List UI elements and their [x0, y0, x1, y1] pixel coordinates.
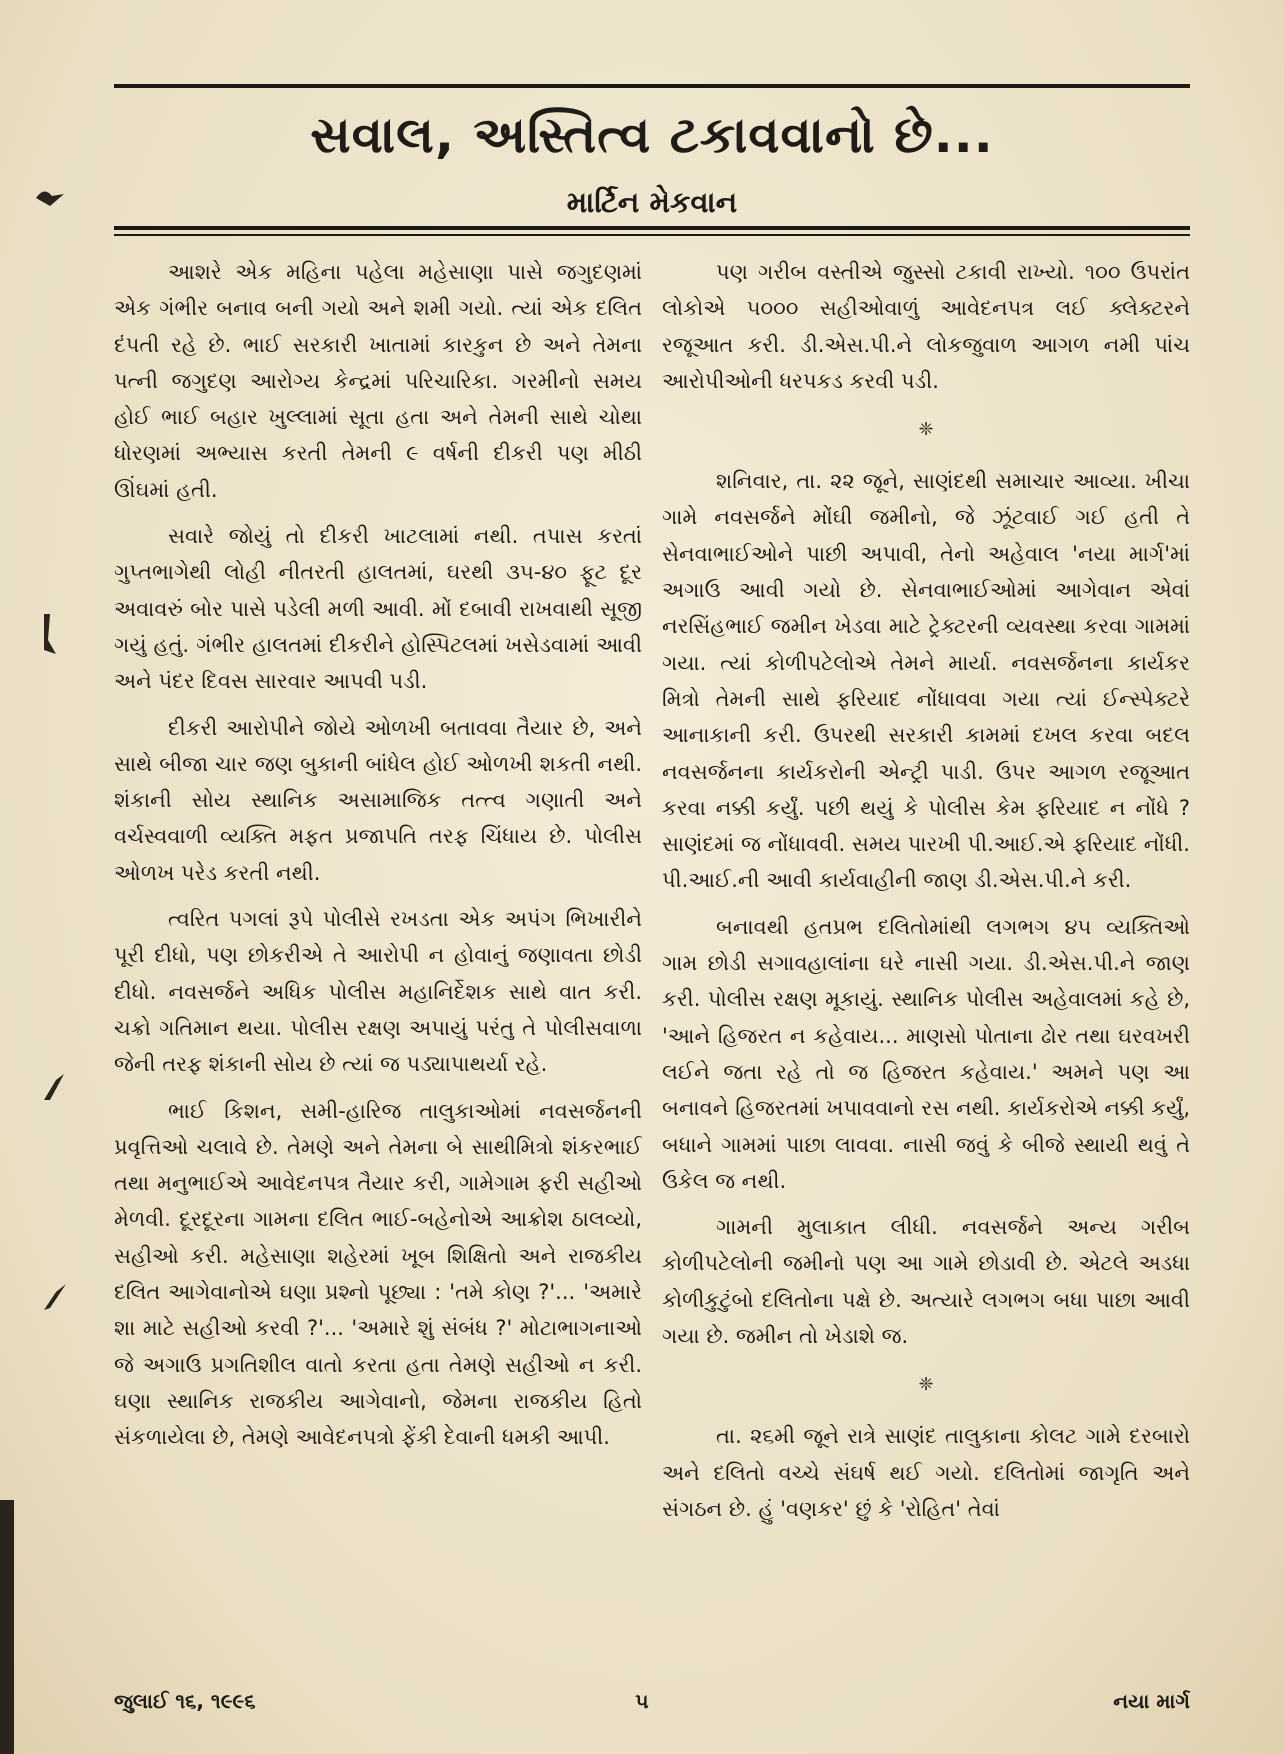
paragraph: બનાવથી હતપ્રભ દલિતોમાંથી લગભગ ૪૫ વ્યક્તિઓ ગામ છોડી સગાવહાલાંના ઘરે નાસી ગયા. ડી.એસ.પી.ને જાણ કરી. પોલીસ રક્ષણ મૂકાયું. સ્થાનિક પોલીસ અહેવાલમાં કહે છે, 'આને હિજરત ન કહેવાય... માણસો પોતાના ઢોર તથા ઘરવખરી લઈને જતા રહે તો જ હિજરત કહેવાય.' અમને પણ આ બનાવને હિજરતમાં ખપાવવાનો રસ નથી. કાર્યકરોએ નક્કી કર્યું, બધાને ગામમાં પાછા લાવવા. નાસી જવું કે બીજે સ્થાયી થવું તે ઉકેલ જ નથી.	[662, 914, 1190, 1193]
section-separator: ❈	[918, 419, 934, 441]
section-separator: ❈	[918, 1374, 934, 1396]
right-column	[662, 254, 1190, 1537]
paragraph: આશરે એક મહિના પહેલા મહેસાણા પાસે જગુદણમાં એક ગંભીર બનાવ બની ગયો અને શમી ગયો. ત્યાં એક દલિત દંપતી રહે છે. ભાઈ સરકારી ખાતામાં કારકુન છે અને તેમના પત્ની જગુદણ આરોગ્ય કેન્દ્રમાં પરિચારિકા. ગરમીનો સમય હોઈ ભાઈ બહાર ખુલ્લામાં સૂતા હતા અને તેમની સાથે ચોથા ધોરણમાં અભ્યાસ કરતી તેમની ૯ વર્ષની દીકરી પણ મીઠી ઊંઘમાં હતી.	[114, 260, 642, 502]
publication-name: નયા માર્ગ	[1113, 1689, 1190, 1713]
paragraph: તા. ૨૬મી જૂને રાત્રે સાણંદ તાલુકાના કોલટ ગામે દરબારો અને દલિતો વચ્ચે સંઘર્ષ થઈ ગયો. દલિતોમાં જાગૃતિ અને સંગઠન છે. હું 'વણકર' છું કે 'રોહિત' તેવાં	[662, 1424, 1190, 1521]
paragraph: ત્વરિત પગલાં રૂપે પોલીસે રખડતા એક અપંગ ભિખારીને પૂરી દીધો, પણ છોકરીએ તે આરોપી ન હોવાનું જણાવતા છોડી દીધો. નવસર્જને અધિક પોલીસ મહાનિર્દેશક સાથે વાત કરી. ચક્રો ગતિમાન થયા. પોલીસ રક્ષણ અપાયું પરંતુ તે પોલીસવાળા જેની તરફ શંકાની સોય છે ત્યાં જ પડ્યાપાથર્યા રહે.	[114, 907, 642, 1077]
issue-date: જુલાઈ ૧૬, ૧૯૯૬	[114, 1689, 256, 1713]
header-rule-thin	[114, 234, 1190, 236]
left-column	[114, 254, 642, 1466]
page-number: ૫	[635, 1689, 649, 1713]
paragraph: દીકરી આરોપીને જોયે ઓળખી બતાવવા તૈયાર છે, અને સાથે બીજા ચાર જણ બુકાની બાંધેલ હોઈ ઓળખી શકતી નથી. શંકાની સોય સ્થાનિક અસામાજિક તત્ત્વ ગણાતી અને વર્ચસ્વવાળી વ્યક્તિ મફત પ્રજાપતિ તરફ ચિંધાય છે. પોલીસ ઓળખ પરેડ કરતી નથી.	[114, 715, 642, 885]
margin-mark	[30, 184, 70, 214]
paragraph: ગામની મુલાકાત લીધી. નવસર્જને અન્ય ગરીબ કોળીપટેલોની જમીનો પણ આ ગામે છોડાવી છે. એટલે અડધા કોળીકુટુંબો દલિતોના પક્ષે છે. અત્યારે લગભગ બધા પાછા આવી ગયા છે. જમીન તો ખેડાશે જ.	[662, 1215, 1190, 1349]
paragraph: શનિવાર, તા. ૨૨ જૂને, સાણંદથી સમાચાર આવ્યા. ખીચા ગામે નવસર્જને મોંઘી જમીનો, જે ઝૂંટવાઈ ગઈ હતી તે સેનવાભાઈઓને પાછી અપાવી, તેનો અહેવાલ 'નયા માર્ગ'માં અગાઉ આવી ગયો છે. સેનવાભાઈઓમાં આગેવાન એવાં નરસિંહભાઈ જમીન ખેડવા માટે ટ્રેક્ટરની વ્યવસ્થા કરવા ગામમાં ગયા. ત્યાં કોળીપટેલોએ તેમને માર્યા. નવસર્જનના કાર્યકર મિત્રો તેમની સાથે ફરિયાદ નોંધાવવા ગયા ત્યાં ઈન્સ્પેક્ટરે આનાકાની કરી. ઉપરથી સરકારી કામમાં દખલ કરવા બદલ નવસર્જનના કાર્યકરોની એન્ટ્રી પાડી. ઉપર આગળ રજૂઆત કરવા નક્કી કર્યું. પછી થયું કે પોલીસ કેમ ફરિયાદ ન નોંધે ? સાણંદમાં જ નોંધાવવી. સમય પારખી પી.આઈ.એ ફરિયાદ નોંધી. પી.આઈ.ની આવી કાર્યવાહીની જાણ ડી.એસ.પી.ને કરી.	[662, 469, 1190, 893]
paragraph: સવારે જોયું તો દીકરી ખાટલામાં નથી. તપાસ કરતાં ગુપ્તભાગેથી લોહી નીતરતી હાલતમાં, ઘરથી ૩૫-૪૦ ફૂટ દૂર અવાવરું બોર પાસે પડેલી મળી આવી. મોં દબાવી રાખવાથી સૂજી ગયું હતું. ગંભીર હાલતમાં દીકરીને હોસ્પિટલમાં ખસેડવામાં આવી અને પંદર દિવસ સારવાર આપવી પડી.	[114, 524, 642, 694]
header-rule	[114, 226, 1190, 230]
paragraph: પણ ગરીબ વસ્તીએ જુસ્સો ટકાવી રાખ્યો. ૧૦૦ ઉપરાંત લોકોએ ૫૦૦૦ સહીઓવાળું આવેદનપત્ર લઈ ક્લેક્ટરને રજૂઆત કરી. ડી.એસ.પી.ને લોકજુવાળ આગળ નમી પાંચ આરોપીઓની ધરપકડ કરવી પડી.	[662, 260, 1190, 393]
paragraph: ભાઈ કિશન, સમી-હારિજ તાલુકાઓમાં નવસર્જનની પ્રવૃત્તિઓ ચલાવે છે. તેમણે અને તેમના બે સાથીમિત્રો શંકરભાઈ તથા મનુભાઈએ આવેદનપત્ર તૈયાર કરી, ગામેગામ ફરી સહીઓ મેળવી. દૂરદૂરના ગામના દલિત ભાઈ-બહેનોએ આક્રોશ ઠાલવ્યો, સહીઓ કરી. મહેસાણા શહેરમાં ખૂબ શિક્ષિતો અને રાજકીય દલિત આગેવાનોએ ઘણા પ્રશ્નો પૂછ્યા : 'તમે કોણ ?'... 'અમારે શા માટે સહીઓ કરવી ?'... 'અમારે શું સંબંધ ?' મોટાભાગનાઓ જે અગાઉ પ્રગતિશીલ વાતો કરતા હતા તેમણે સહીઓ ન કરી. ઘણા સ્થાનિક રાજકીય આગેવાનો, જેમના રાજકીય હિતો સંકળાયેલા છે, તેમણે આવેદનપત્રો ફેંકી દેવાની ધમકી આપી.	[114, 1098, 642, 1450]
top-rule	[114, 84, 1190, 88]
article-author: માર્ટિન મેકવાન	[566, 185, 738, 219]
margin-mark	[36, 1070, 70, 1104]
margin-mark	[36, 1280, 70, 1314]
margin-mark	[34, 610, 64, 660]
article-title: સવાલ, અસ્તિત્વ ટકાવવાનો છે...	[310, 106, 994, 164]
